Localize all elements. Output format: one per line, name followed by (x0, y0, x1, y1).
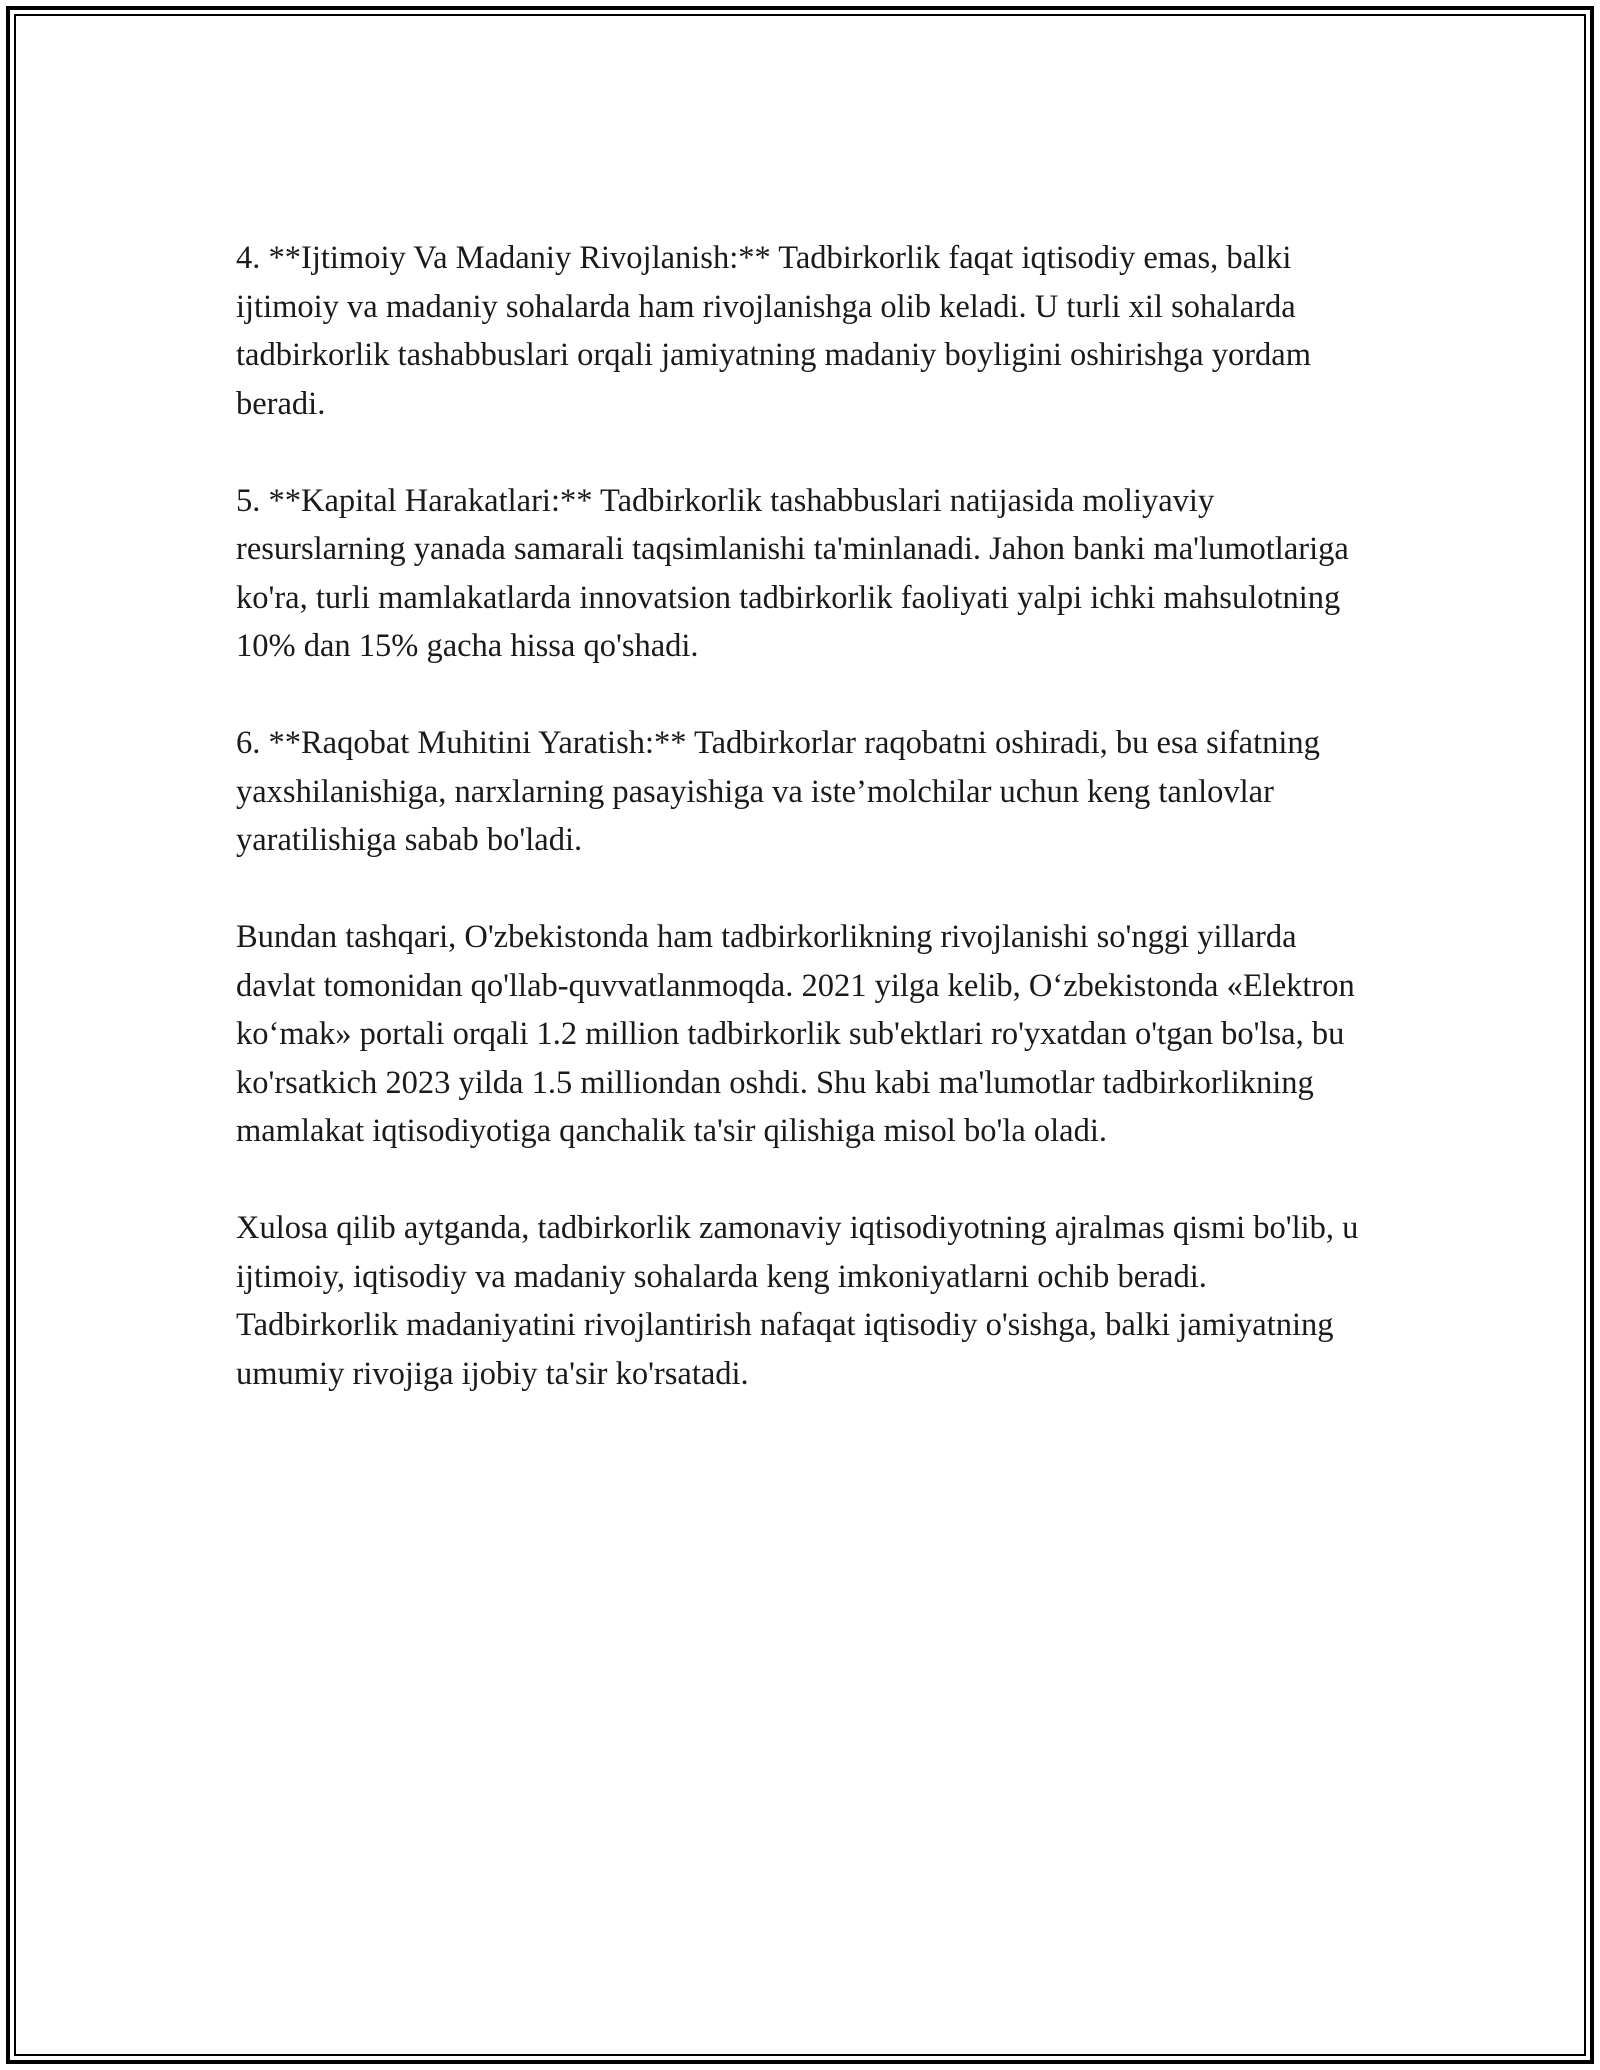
paragraph-capital-movements: 5. **Kapital Harakatlari:** Tadbirkorlik tashabbuslari natijasida moliyaviy resurslarning yanada samarali taqsimlanishi ta'minlanadi. Jahon banki ma'lumotlariga ko'ra, turli mamlakatlarda innovatsion tadbirkorlik faoliyati yalpi ichki mahsulotning 10% dan 15% gacha hissa qo'shadi. (236, 482, 1349, 664)
paragraph-conclusion: Xulosa qilib aytganda, tadbirkorlik zamonaviy iqtisodiyotning ajralmas qismi bo'lib, u ijtimoiy, iqtisodiy va madaniy sohalarda keng imkoniyatlarni ochib beradi. Tadbirkorlik madaniyatini rivojlantirish nafaqat iqtisodiy o'sishga, balki jamiyatning umumiy rivojiga ijobiy ta'sir ko'rsatadi. (236, 1210, 1359, 1392)
document-body (236, 234, 1376, 1447)
paragraph-uzbekistan-statistics: Bundan tashqari, O'zbekistonda ham tadbirkorlikning rivojlanishi so'nggi yillarda davlat tomonidan qo'llab-quvvatlanmoqda. 2021 yilga kelib, O‘zbekistonda «Elektron ko‘mak» portali orqali 1.2 million tadbirkorlik sub'ektlari ro'yxatdan o'tgan bo'lsa, bu ko'rsatkich 2023 yilda 1.5 milliondan oshdi. Shu kabi ma'lumotlar tadbirkorlikning mamlakat iqtisodiyotiga qanchalik ta'sir qilishiga misol bo'la oladi. (236, 919, 1355, 1149)
paragraph-social-cultural-development: 4. **Ijtimoiy Va Madaniy Rivojlanish:** Tadbirkorlik faqat iqtisodiy emas, balki ijtimoiy va madaniy sohalarda ham rivojlanishga olib keladi. U turli xil sohalarda tadbirkorlik tashabbuslari orqali jamiyatning madaniy boyligini oshirishga yordam beradi. (236, 240, 1312, 422)
paragraph-competitive-environment: 6. **Raqobat Muhitini Yaratish:** Tadbirkorlar raqobatni oshiradi, bu esa sifatning yaxshilanishiga, narxlarning pasayishiga va iste’molchilar uchun keng tanlovlar yaratilishiga sabab bo'ladi. (236, 725, 1320, 858)
